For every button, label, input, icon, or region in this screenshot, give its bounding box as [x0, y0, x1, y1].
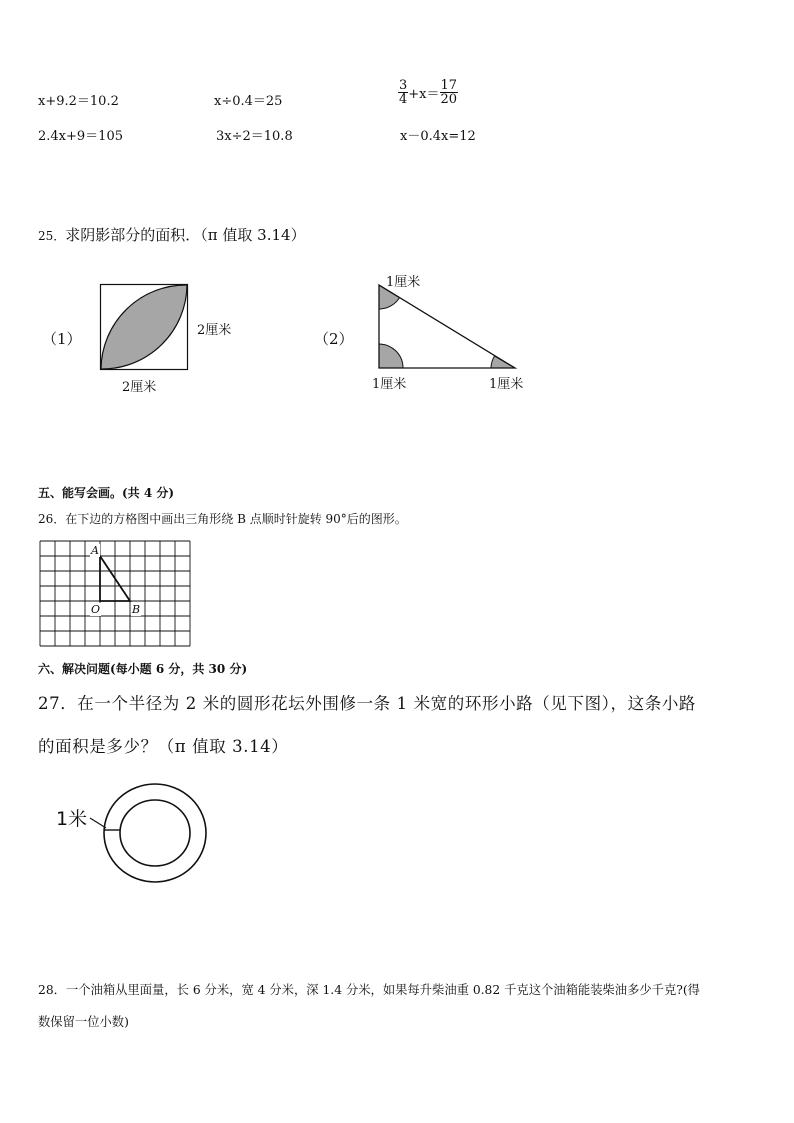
equation-1: x+9.2＝10.2	[38, 94, 119, 109]
question-27-line-2: 的面积是多少？（π 值取 3.14）	[38, 737, 289, 756]
figure-1-label: （1）	[42, 330, 82, 348]
equation-3	[398, 79, 458, 106]
figure-2-right-triangle	[378, 284, 518, 370]
point-a-label: A	[91, 544, 99, 557]
ring-width-label: 1米	[56, 808, 88, 830]
equation-5: 3x÷2＝10.8	[216, 129, 293, 144]
ring-path-figure	[90, 780, 220, 892]
figure-2-label: （2）	[314, 330, 354, 348]
grid-figure	[40, 541, 193, 649]
grid-lines	[40, 541, 190, 646]
figure-1-side-label: 2厘米	[197, 323, 232, 338]
figure-2-bottom-left-label: 1厘米	[372, 377, 407, 392]
question-26-text: 26．在下边的方格图中画出三角形绕 B 点顺时针旋转 90°后的图形。	[38, 512, 407, 526]
shaded-leaf	[101, 285, 187, 369]
figure-1-square-leaf	[100, 284, 190, 374]
section-6-title: 六、解决问题(每小题 6 分，共 30 分)	[38, 662, 248, 676]
fraction-seventeen-twentieths	[440, 79, 459, 106]
figure-1-bottom-label: 2厘米	[122, 380, 157, 395]
equation-2: x÷0.4＝25	[214, 94, 283, 109]
point-b-label: B	[132, 603, 141, 616]
fraction-three-quarters	[398, 79, 408, 106]
section-5-title: 五、能写会画。(共 4 分)	[38, 486, 175, 500]
equation-4: 2.4x+9＝105	[38, 129, 123, 144]
fraction-numerator: 3	[399, 78, 408, 93]
question-28-line-2: 数保留一位小数)	[38, 1015, 129, 1029]
figure-2-top-label: 1厘米	[386, 275, 421, 290]
figure-2-bottom-right-label: 1厘米	[489, 377, 524, 392]
question-28-line-1: 28．一个油箱从里面量，长 6 分米，宽 4 分米，深 1.4 分米，如果每升柴油重 0.82 千克这个油箱能装柴油多少千克?(得	[38, 983, 700, 997]
fraction-denominator: 4	[399, 92, 408, 107]
question-27-line-1: 27．在一个半径为 2 米的圆形花坛外围修一条 1 米宽的环形小路（见下图），这条小路	[38, 694, 697, 713]
fraction-denominator: 20	[440, 92, 458, 107]
point-o-label: O	[91, 603, 101, 616]
question-25	[38, 224, 306, 245]
equation-6: x－0.4x=12	[400, 129, 476, 144]
label-leader-line	[90, 818, 106, 828]
question-number: 25．	[38, 229, 66, 243]
equation-middle: +x＝	[408, 87, 440, 102]
shaded-sector-right-angle	[379, 344, 403, 368]
question-text: 求阴影部分的面积．（π 值取 3.14）	[65, 226, 306, 244]
fraction-numerator: 17	[440, 78, 458, 93]
inner-circle	[120, 800, 190, 866]
